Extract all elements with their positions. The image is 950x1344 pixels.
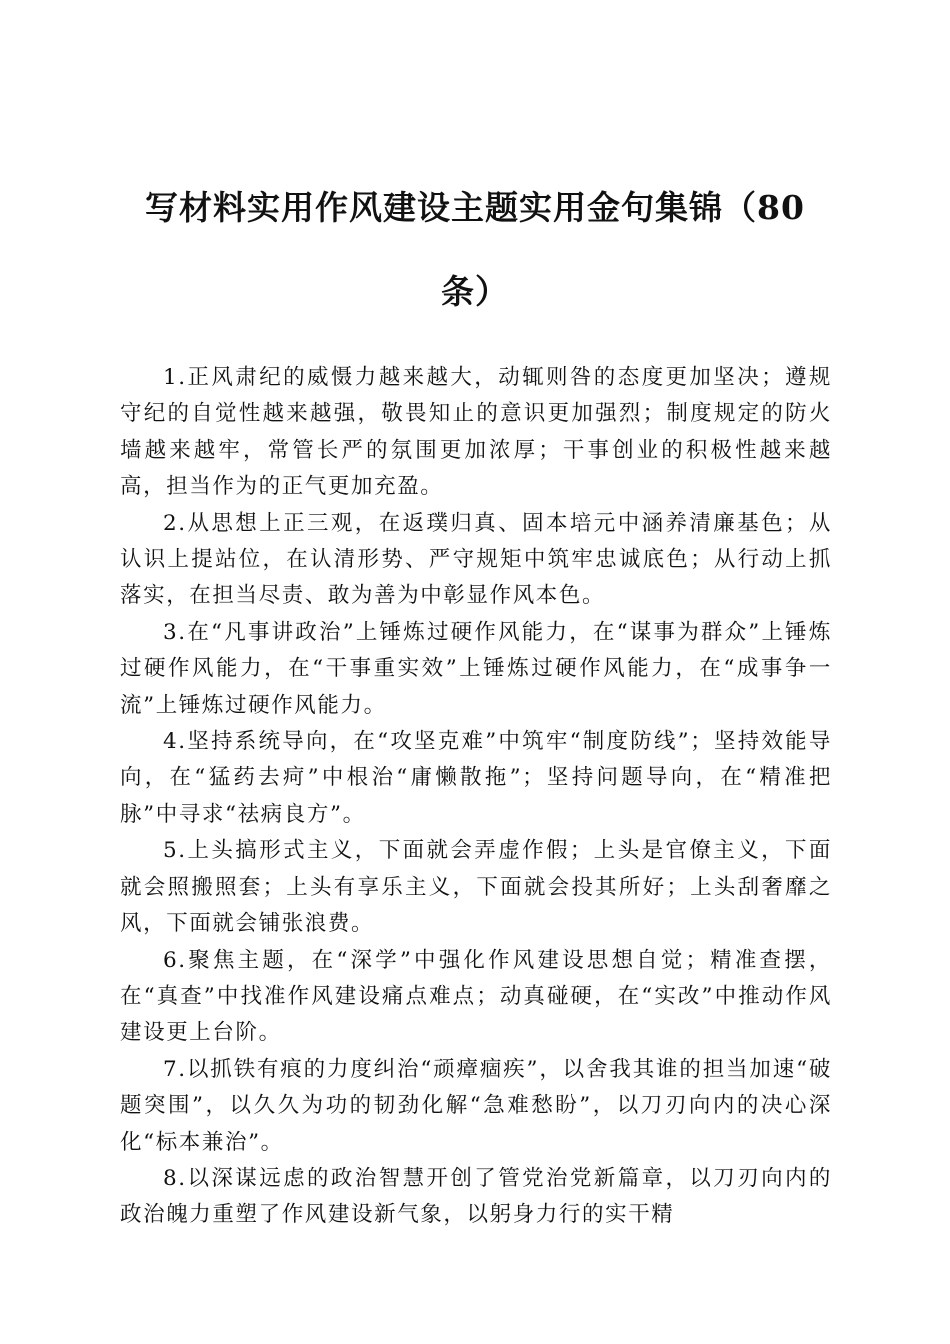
paragraph-7: 7.以抓铁有痕的力度纠治“顽瘴痼疾”，以舍我其谁的担当加速“破题突围”，以久久为功的韧劲化解“急难愁盼”，以刀刃向内的决心深化“标本兼治”。 (120, 1056, 832, 1155)
paragraph-4: 4.坚持系统导向，在“攻坚克难”中筑牢“制度防线”；坚持效能导向，在“猛药去疴”中根治“庸懒散拖”；坚持问题导向，在“精准把脉”中寻求“祛病良方”。 (120, 729, 832, 827)
paragraph-8: 8.以深谋远虑的政治智慧开创了管党治党新篇章，以刀刃向内的政治魄力重塑了作风建设新气象，以躬身力行的实干精 (120, 1165, 832, 1228)
paragraph-1: 1.正风肃纪的威慑力越来越大，动辄则咎的态度更加坚决；遵规守纪的自觉性越来越强，敬畏知止的意识更加强烈；制度规定的防火墙越来越牢，常管长严的氛围更加浓厚；干事创业的积极性越来越高，担当作为的正气更加充盈。 (120, 365, 832, 500)
paragraph-6: 6.聚焦主题，在“深学”中强化作风建设思想自觉；精准查摆，在“真查”中找准作风建设痛点难点；动真碰硬，在“实改”中推动作风建设更上台阶。 (120, 947, 832, 1046)
document-body (120, 360, 832, 1234)
paragraph-5: 5.上头搞形式主义，下面就会弄虚作假；上头是官僚主义，下面就会照搬照套；上头有享乐主义，下面就会投其所好；上头刮奢靡之风，下面就会铺张浪费。 (120, 838, 832, 937)
document-title: 写材料实用作风建设主题实用金句集锦（80条） (145, 188, 805, 311)
paragraph-2: 2.从思想上正三观，在返璞归真、固本培元中涵养清廉基色；从认识上提站位，在认清形势、严守规矩中筑牢忠诚底色；从行动上抓落实，在担当尽责、敢为善为中彰显作风本色。 (120, 510, 832, 609)
paragraph-3: 3.在“凡事讲政治”上锤炼过硬作风能力，在“谋事为群众”上锤炼过硬作风能力，在“干事重实效”上锤炼过硬作风能力，在“成事争一流”上锤炼过硬作风能力。 (120, 619, 832, 718)
